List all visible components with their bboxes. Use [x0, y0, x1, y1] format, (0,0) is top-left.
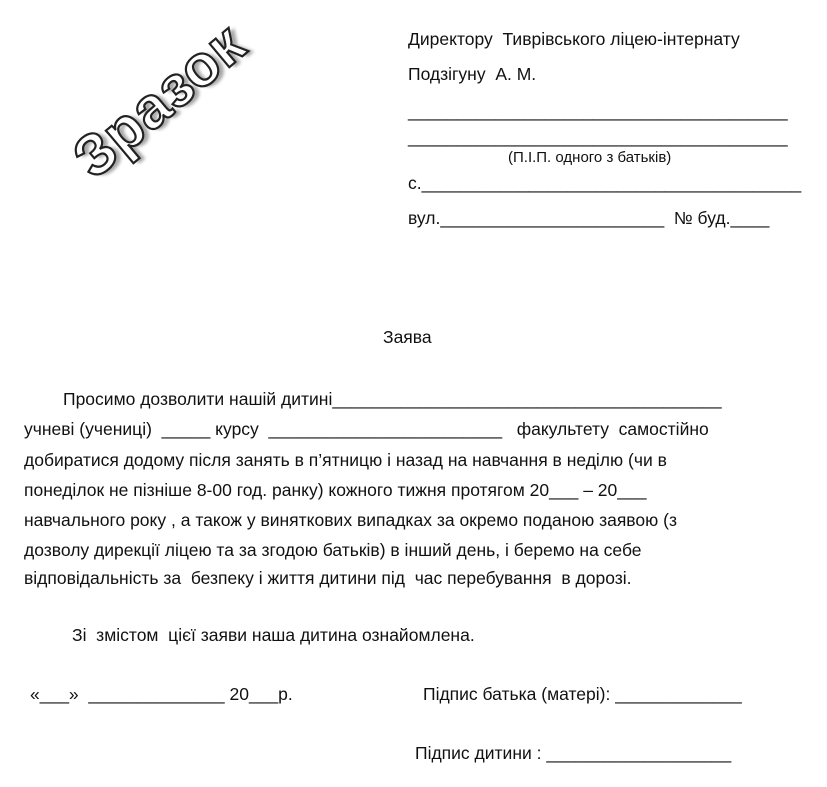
village-field: с._______________________________________: [408, 173, 802, 193]
watermark-text: Зразок: [60, 10, 258, 191]
street-field: вул._______________________ № буд.____: [408, 208, 770, 228]
addressee-line-2: Подзігуну А. М.: [408, 64, 537, 84]
document-title: Заява: [383, 327, 432, 347]
body-line-1: Просимо дозволити нашій дитині________________________________________: [63, 389, 722, 409]
date-field: «___» ______________ 20___р.: [30, 684, 293, 704]
body-line-3: добиратися додому після занять в п’ятницю і назад на навчання в неділю (чи в: [24, 450, 667, 470]
parent-signature-field: Підпис батька (матері): _____________: [423, 684, 742, 704]
body-line-6: дозволу дирекції ліцею та за згодою батьків) в інший день, і беремо на себе: [24, 540, 642, 560]
body-line-7: відповідальність за безпеку і життя дитини під час перебування в дорозі.: [24, 568, 632, 588]
body-line-5: навчального року , а також у виняткових випадках за окремо поданою заявою (з: [24, 510, 677, 530]
addressee-line-1: Директору Тиврівського ліцею-інтернату: [408, 29, 740, 49]
sample-watermark: [60, 10, 258, 192]
name-caption: (П.І.П. одного з батьків): [508, 149, 672, 166]
child-signature-field: Підпис дитини : ___________________: [415, 743, 732, 763]
body-line-2: учневі (учениці) _____ курсу ________________________ факультету самостійно: [24, 419, 709, 439]
applicant-name-blank-2: _______________________________________: [408, 127, 788, 147]
body-line-4: понеділок не пізніше 8-00 год. ранку) кожного тижня протягом 20___ – 20___: [24, 480, 647, 500]
acknowledgement-line: Зі змістом цієї заяви наша дитина ознайомлена.: [72, 625, 475, 645]
applicant-name-blank-1: _______________________________________: [408, 101, 788, 121]
